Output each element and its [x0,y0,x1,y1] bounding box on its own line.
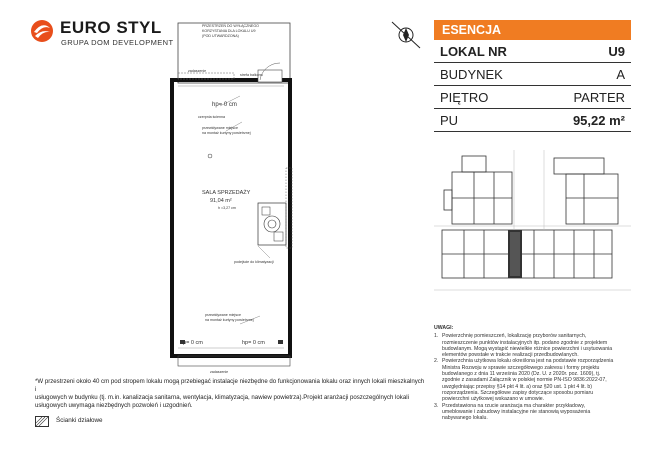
plan-room-height: h =3,27 cm [218,206,236,210]
legend-label: Ścianki działowe [56,417,103,424]
info-label-lokal: LOKAL NR [440,44,507,59]
partition-wall-legend-icon [35,416,49,427]
info-value-pu: 95,22 m² [572,113,625,128]
plan-hp-bottom-right: hp= 0 cm [242,340,265,346]
plan-podejscie: podejście do klimatyzacji [234,260,274,264]
plan-hp-bottom-left: hp= 0 cm [180,340,203,346]
notes-title: UWAGI: [434,325,454,331]
project-header [434,20,631,40]
info-row-lokal [434,40,631,63]
plan-zadaszenie-bottom: zadaszenie [210,370,229,374]
plan-miejsce-bottom-1: przewidywane miejsce [205,313,241,317]
plan-top-note-3: (POD UTWARDZONA) [202,34,239,38]
plan-top-note-1: PRZESTRZEŃ DO WYŁĄCZNEGO [202,24,259,28]
plan-miejsce-top-2: na montaż kurtyny powietrznej [202,131,251,135]
info-value-lokal: U9 [608,44,625,59]
north-arrow-icon [390,20,422,50]
info-value-pietro: PARTER [573,90,625,105]
plan-czerpnia: czerpnia ścienna [198,115,225,119]
plan-strefa-balkonu: strefa balkonu [240,73,263,77]
footer-note: *W przestrzeni około 40 cm pod stropem lokalu mogą przebiegać instalacje niezbędne do funkcjonowania lokalu oraz innych lokali mieszkalnych i usługowych w budynku (tj. m.in. kanalizacja sanitarna, wentylacja, klimatyzacja, nawiew powietrza).Projekt aranżacji poszczególnych lokali usługowych uwymaga niezbędnych pozwoleń i uzgodnień. [35,378,425,409]
plan-zadaszenie-top: zadaszenie [188,69,207,73]
info-row-pu [434,109,631,132]
info-label-pu: PU [440,113,459,128]
plan-top-note-2: KORZYSTANIA DLA LOKALU U9 [202,29,256,33]
note-item-3: 3. Przedstawiona na rzucie aranżacja ma charakter przykładowy, umeblowanie i zabudowy instalacyjne nie stanowią wyposażenia nabywanego lokalu. [434,402,591,422]
info-label-pietro: PIĘTRO [440,90,489,105]
project-name: ESENCJA [442,23,502,37]
building-key-plan [434,150,631,320]
notes-block [434,325,631,421]
plan-hp-top: hp= 0 cm [212,102,237,108]
brand-name: EURO STYL [60,18,162,37]
note-item-1: 1. Powierzchnię pomieszczeń, lokalizację przyborów sanitarnych, rozmieszczenie punktów instalacyjnych itp. podano zgodnie z projektem budowlanym. Mogą wystąpić niewielkie różnice powierzchni i usytuowania elementów powstałe w trakcie realizacji przedbudowlanych. [434,333,613,359]
plan-miejsce-bottom-2: na montaż kurtyny powietrznej [205,318,254,322]
plan-room-name: SALA SPRZEDAŻY [202,190,251,196]
plan-room-area: 91,04 m² [210,198,232,204]
info-row-pietro [434,86,631,109]
info-value-budynek: A [616,67,625,82]
note-item-2: 2. Powierzchnia użytkowa lokalu określona jest na podstawie rozporządzenia Ministra Rozwoju w sprawie szczegółowego zakresu i formy projektu budowlanego z dnia 11 września 2020 (Dz. U. z 2020r. poz. 1609), tj. zgodnie z zasadami Załącznik w polskiej normie PN-ISO 9836:2022-07, uwzględniając przepisy §14 pkt 4 lit. a) oraz §20 ust. 1 pkt 4 lit. b) rozporządzenia. Szczegółowe zapisy dotyczące sposobu pomiaru powierzchni użytkowej wskazano w umowie. [434,358,614,403]
info-row-budynek [434,63,631,86]
floor-plan [150,18,345,388]
brand-subtitle: GRUPA DOM DEVELOPMENT [61,38,174,47]
euro-styl-logo-icon [30,19,54,43]
info-label-budynek: BUDYNEK [440,67,503,82]
plan-miejsce-top-1: przewidywane miejsce [202,126,238,130]
